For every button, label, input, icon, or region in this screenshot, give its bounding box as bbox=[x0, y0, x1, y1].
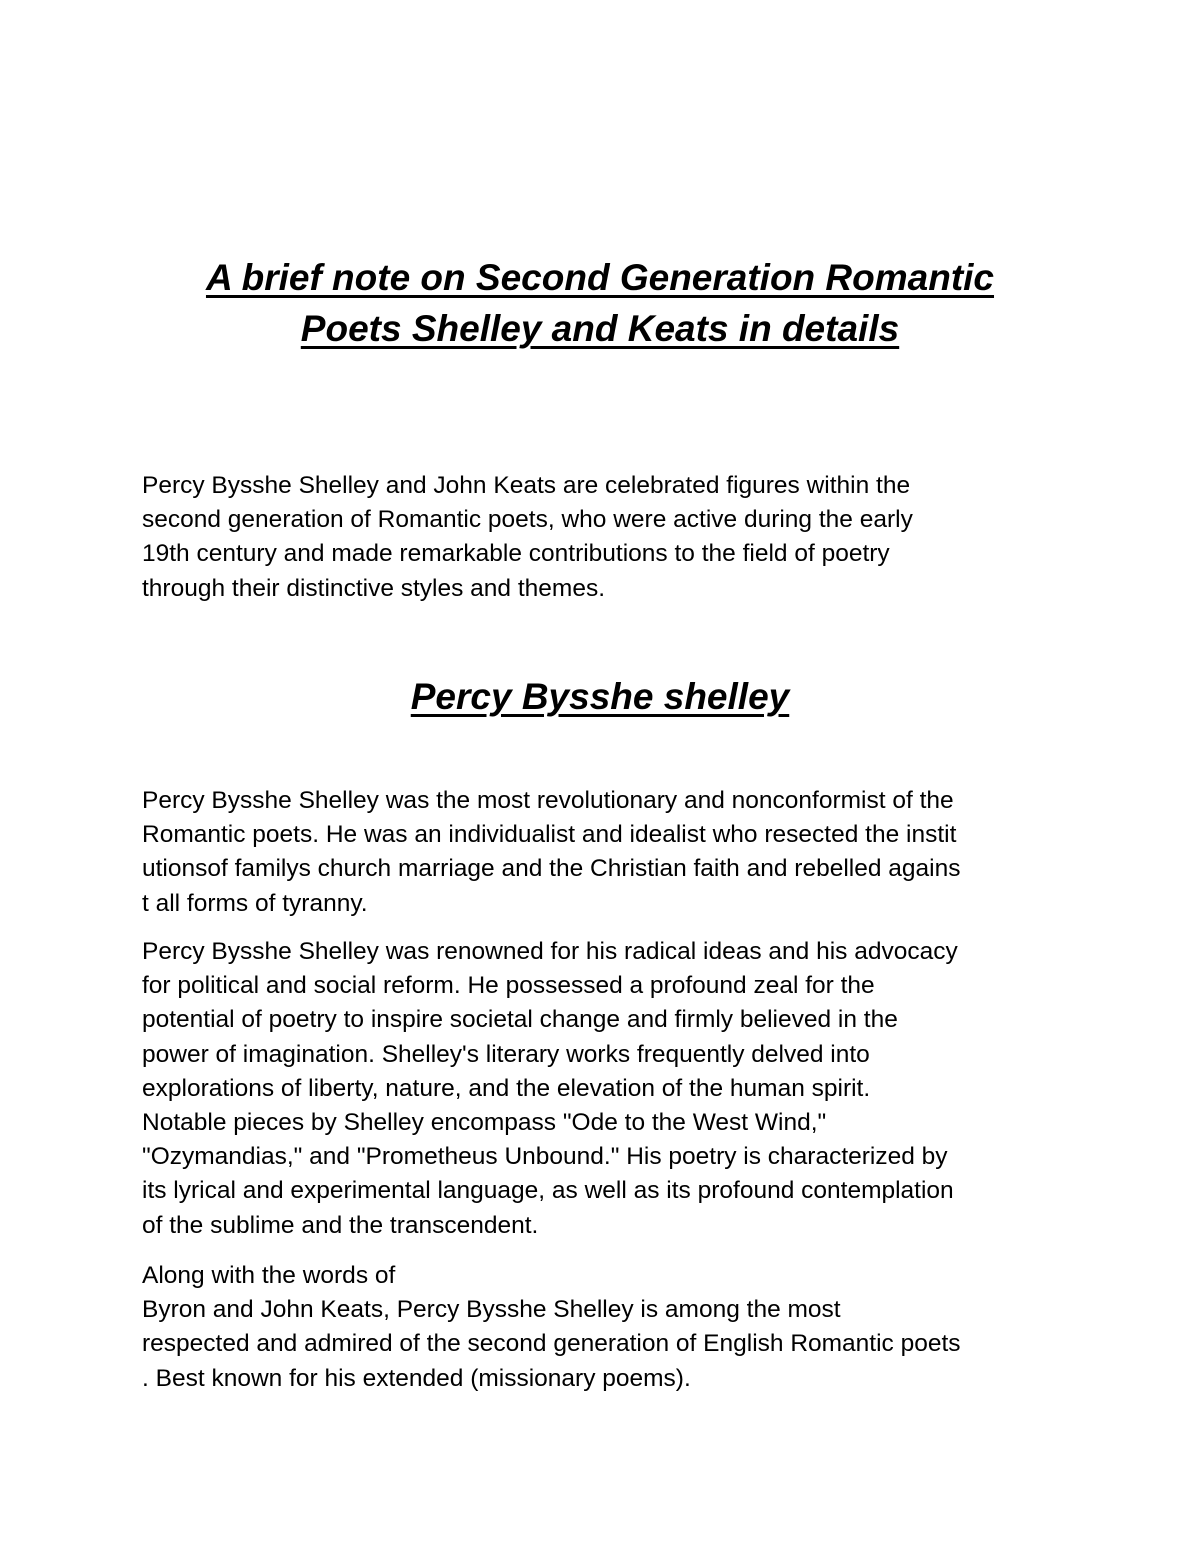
text-line: utionsof familys church marriage and the Christian faith and rebelled agains bbox=[142, 855, 961, 883]
text-line: potential of poetry to inspire societal change and firmly believed in the bbox=[142, 1006, 898, 1034]
text-line: 19th century and made remarkable contributions to the field of poetry bbox=[142, 540, 890, 568]
text-line: of the sublime and the transcendent. bbox=[142, 1211, 539, 1239]
text-line: Percy Bysshe Shelley and John Keats are celebrated figures within the bbox=[142, 472, 911, 499]
shelley-paragraph-1 bbox=[142, 784, 1082, 921]
text-line: explorations of liberty, nature, and the elevation of the human spirit. bbox=[142, 1074, 871, 1102]
text-line: t all forms of tyranny. bbox=[142, 889, 368, 917]
text-line: . Best known for his extended (missionary poems). bbox=[142, 1364, 691, 1392]
intro-paragraph bbox=[142, 469, 1082, 606]
text-line: second generation of Romantic poets, who were active during the early bbox=[142, 506, 913, 534]
text-line: for political and social reform. He possessed a profound zeal for the bbox=[142, 972, 875, 1000]
text-line: through their distinctive styles and themes. bbox=[142, 574, 606, 602]
text-line: "Ozymandias," and "Prometheus Unbound." His poetry is characterized by bbox=[142, 1143, 948, 1171]
text-line: Percy Bysshe Shelley was the most revolutionary and nonconformist of the bbox=[142, 787, 954, 814]
text-line: power of imagination. Shelley's literary works frequently delved into bbox=[142, 1040, 870, 1068]
document-title bbox=[0, 252, 1200, 354]
text-line: Romantic poets. He was an individualist and idealist who resected the instit bbox=[142, 821, 957, 849]
text-line: Byron and John Keats, Percy Bysshe Shelley is among the most bbox=[142, 1296, 841, 1324]
title-line: A brief note on Second Generation Romantic bbox=[205, 257, 995, 298]
title-line: Poets Shelley and Keats in details bbox=[300, 308, 900, 349]
text-line: Percy Bysshe Shelley was renowned for his radical ideas and his advocacy bbox=[142, 938, 958, 965]
text-line: its lyrical and experimental language, as well as its profound contemplation bbox=[142, 1177, 954, 1205]
shelley-paragraph-3 bbox=[142, 1259, 1082, 1396]
shelley-paragraph-2 bbox=[142, 935, 1082, 1243]
text-line: Notable pieces by Shelley encompass "Ode to the West Wind," bbox=[142, 1109, 827, 1137]
text-line: respected and admired of the second generation of English Romantic poets bbox=[142, 1330, 961, 1358]
text-line: Along with the words of bbox=[142, 1262, 396, 1289]
section-heading: Percy Bysshe shelley bbox=[410, 676, 790, 717]
